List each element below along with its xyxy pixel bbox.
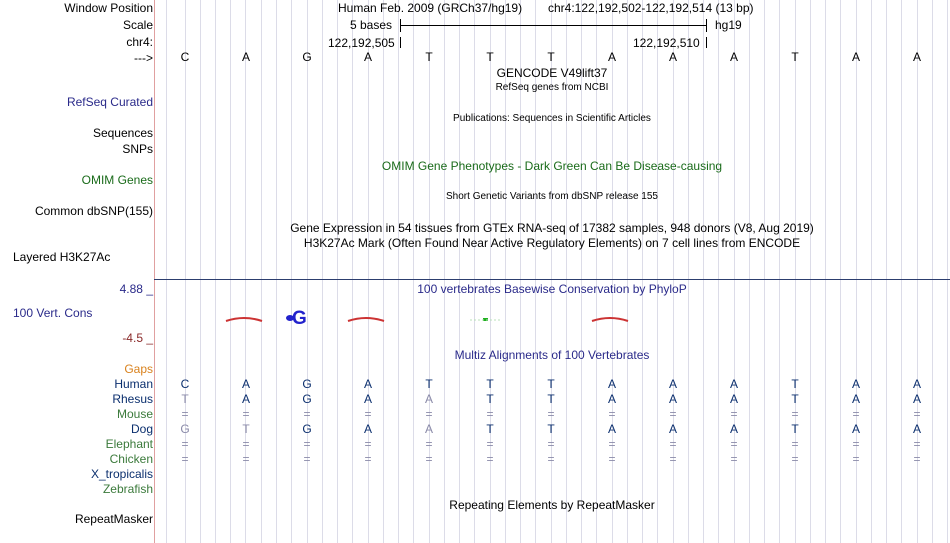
alignment-base: = bbox=[669, 407, 677, 421]
alignment-base: A bbox=[668, 422, 677, 436]
track-label-repeatmasker[interactable]: RepeatMasker bbox=[74, 512, 153, 526]
assembly-title: Human Feb. 2009 (GRCh37/hg19) bbox=[338, 1, 523, 15]
chrom-label: chr4: bbox=[126, 35, 153, 49]
species-label[interactable]: Mouse bbox=[116, 407, 153, 421]
grid-line bbox=[657, 0, 658, 543]
track-title-phylop[interactable]: 100 vertebrates Basewise Conservation by PhyloP bbox=[417, 282, 687, 296]
species-label[interactable]: Chicken bbox=[109, 452, 153, 466]
phylop-g-letter: G bbox=[292, 308, 307, 329]
grid-line bbox=[764, 0, 765, 543]
alignment-base: A bbox=[912, 392, 921, 406]
grid-line bbox=[703, 0, 704, 543]
alignment-base: = bbox=[608, 437, 616, 451]
coord-left-tick bbox=[400, 37, 401, 48]
alignment-base: A bbox=[668, 377, 677, 391]
grid-line bbox=[337, 0, 338, 543]
alignment-base: = bbox=[547, 407, 555, 421]
alignment-base: T bbox=[791, 422, 799, 436]
track-title-h3k27ac[interactable]: H3K27Ac Mark (Often Found Near Active Regulatory Elements) on 7 cell lines from ENCODE bbox=[303, 236, 801, 250]
alignment-base: A bbox=[851, 377, 860, 391]
grid-line bbox=[474, 0, 475, 543]
grid-line bbox=[779, 0, 780, 543]
alignment-base: A bbox=[607, 422, 616, 436]
scale-bar-text: 5 bases bbox=[350, 18, 393, 32]
grid-line bbox=[459, 0, 460, 543]
reference-base: A bbox=[607, 50, 616, 64]
alignment-base: = bbox=[303, 407, 311, 421]
reference-base: A bbox=[363, 50, 372, 64]
track-title-multiz[interactable]: Multiz Alignments of 100 Vertebrates bbox=[454, 348, 650, 362]
scale-bar bbox=[400, 25, 706, 26]
alignment-base: T bbox=[547, 392, 555, 406]
phylop-graph bbox=[154, 300, 950, 340]
alignment-base: A bbox=[424, 392, 433, 406]
coord-right-tick bbox=[706, 37, 707, 48]
grid-line bbox=[932, 0, 933, 543]
grid-line bbox=[901, 0, 902, 543]
label-column-divider bbox=[154, 0, 155, 543]
alignment-base: = bbox=[181, 407, 189, 421]
alignment-base: = bbox=[913, 437, 921, 451]
grid-line bbox=[166, 0, 167, 543]
scale-label: Scale bbox=[122, 18, 153, 32]
grid-line bbox=[413, 0, 414, 543]
alignment-base: = bbox=[425, 437, 433, 451]
grid-line bbox=[200, 0, 201, 543]
alignment-base: A bbox=[668, 392, 677, 406]
alignment-base: A bbox=[729, 392, 738, 406]
phylop-max-label: 4.88 _ bbox=[119, 282, 153, 296]
alignment-base: = bbox=[425, 407, 433, 421]
alignment-base: A bbox=[363, 392, 372, 406]
species-label[interactable]: Dog bbox=[130, 422, 153, 436]
track-title-omim[interactable]: OMIM Gene Phenotypes - Dark Green Can Be Disease-causing bbox=[381, 159, 723, 173]
alignment-base: T bbox=[791, 392, 799, 406]
scale-bar-left-tick bbox=[400, 19, 401, 32]
alignment-base: A bbox=[729, 422, 738, 436]
alignment-base: A bbox=[363, 377, 372, 391]
alignment-base: G bbox=[180, 422, 190, 436]
grid-line bbox=[886, 0, 887, 543]
alignment-base: = bbox=[303, 437, 311, 451]
species-label[interactable]: Human bbox=[114, 377, 153, 391]
alignment-base: = bbox=[242, 437, 250, 451]
grid-line bbox=[261, 0, 262, 543]
reference-base: G bbox=[302, 50, 312, 64]
alignment-base: A bbox=[851, 422, 860, 436]
alignment-base: = bbox=[852, 437, 860, 451]
species-label[interactable]: X_tropicalis bbox=[90, 467, 153, 481]
reference-base: A bbox=[912, 50, 921, 64]
track-subtitle-refseq: RefSeq genes from NCBI bbox=[495, 82, 609, 93]
alignment-base: = bbox=[730, 452, 738, 466]
alignment-base: = bbox=[730, 437, 738, 451]
species-label[interactable]: Rhesus bbox=[112, 392, 153, 406]
alignment-base: A bbox=[424, 422, 433, 436]
alignment-base: = bbox=[486, 407, 494, 421]
track-label-common-dbsnp[interactable]: Common dbSNP(155) bbox=[34, 204, 153, 218]
alignment-base: = bbox=[181, 437, 189, 451]
alignment-base: A bbox=[363, 422, 372, 436]
alignment-base: A bbox=[607, 392, 616, 406]
track-label-refseq[interactable]: RefSeq Curated bbox=[66, 95, 153, 109]
alignment-base: = bbox=[608, 452, 616, 466]
alignment-base: G bbox=[302, 377, 312, 391]
reference-base: A bbox=[241, 50, 250, 64]
track-title-repeatmasker[interactable]: Repeating Elements by RepeatMasker bbox=[449, 498, 655, 512]
alignment-base: T bbox=[181, 392, 189, 406]
alignment-base: = bbox=[852, 407, 860, 421]
alignment-base: T bbox=[791, 377, 799, 391]
grid-line bbox=[398, 0, 399, 543]
alignment-base: = bbox=[913, 452, 921, 466]
track-title-dbsnp[interactable]: Short Genetic Variants from dbSNP release 155 bbox=[446, 191, 658, 202]
track-label-gaps[interactable]: Gaps bbox=[124, 362, 153, 376]
reference-base: A bbox=[851, 50, 860, 64]
alignment-base: = bbox=[730, 407, 738, 421]
alignment-base: A bbox=[241, 392, 250, 406]
alignment-base: G bbox=[302, 392, 312, 406]
alignment-base: = bbox=[486, 452, 494, 466]
alignment-base: = bbox=[242, 452, 250, 466]
track-label-snps[interactable]: SNPs bbox=[122, 142, 153, 156]
alignment-base: = bbox=[364, 407, 372, 421]
alignment-base: T bbox=[425, 377, 433, 391]
alignment-base: = bbox=[364, 437, 372, 451]
alignment-base: = bbox=[486, 437, 494, 451]
alignment-base: = bbox=[669, 437, 677, 451]
alignment-base: = bbox=[181, 452, 189, 466]
grid-line bbox=[642, 0, 643, 543]
alignment-base: A bbox=[851, 392, 860, 406]
grid-line bbox=[215, 0, 216, 543]
coord-left: 122,192,505 bbox=[328, 36, 395, 50]
alignment-base: = bbox=[425, 452, 433, 466]
alignment-base: A bbox=[607, 377, 616, 391]
track-label-layered-h3k27ac[interactable]: Layered H3K27Ac bbox=[13, 250, 111, 264]
grid-line bbox=[718, 0, 719, 543]
grid-line bbox=[871, 0, 872, 543]
grid-line bbox=[352, 0, 353, 543]
alignment-base: A bbox=[729, 377, 738, 391]
phylop-red-arc bbox=[348, 318, 384, 321]
alignment-base: = bbox=[242, 407, 250, 421]
phylop-min-label: -4.5 _ bbox=[122, 331, 153, 345]
coord-right: 122,192,510 bbox=[633, 36, 700, 50]
track-title-publications[interactable]: Publications: Sequences in Scientific Articles bbox=[453, 113, 651, 124]
reference-base: T bbox=[791, 50, 799, 64]
phylop-red-arc bbox=[592, 318, 628, 321]
grid-line bbox=[947, 0, 948, 543]
scale-bar-right-tick bbox=[706, 19, 707, 32]
grid-line bbox=[840, 0, 841, 543]
track-label-vert-cons[interactable]: 100 Vert. Cons bbox=[13, 306, 93, 320]
alignment-base: = bbox=[547, 452, 555, 466]
alignment-base: A bbox=[912, 422, 921, 436]
scale-db-text: hg19 bbox=[715, 18, 742, 32]
track-title-gencode[interactable]: GENCODE V49lift37 bbox=[496, 66, 608, 80]
alignment-base: = bbox=[364, 452, 372, 466]
alignment-base: = bbox=[608, 407, 616, 421]
phylop-red-arc bbox=[226, 318, 262, 321]
grid-line bbox=[749, 0, 750, 543]
grid-line bbox=[825, 0, 826, 543]
alignment-base: = bbox=[791, 452, 799, 466]
alignment-base: T bbox=[242, 422, 250, 436]
alignment-base: A bbox=[912, 377, 921, 391]
alignment-base: = bbox=[547, 437, 555, 451]
grid-line bbox=[383, 0, 384, 543]
position-readout: chr4:122,192,502-122,192,514 (13 bp) bbox=[548, 1, 754, 15]
grid-line bbox=[627, 0, 628, 543]
alignment-base: = bbox=[303, 452, 311, 466]
alignment-base: T bbox=[547, 377, 555, 391]
grid-line bbox=[688, 0, 689, 543]
alignment-base: T bbox=[486, 422, 494, 436]
track-label-sequences[interactable]: Sequences bbox=[92, 126, 153, 140]
grid-line bbox=[444, 0, 445, 543]
alignment-base: = bbox=[913, 407, 921, 421]
alignment-base: T bbox=[486, 377, 494, 391]
alignment-base: A bbox=[241, 377, 250, 391]
window-position-label: Window Position bbox=[64, 1, 153, 15]
reference-base: T bbox=[486, 50, 494, 64]
alignment-base: C bbox=[180, 377, 190, 391]
grid-line bbox=[322, 0, 323, 543]
alignment-base: = bbox=[852, 452, 860, 466]
reference-base: C bbox=[180, 50, 190, 64]
track-label-omim[interactable]: OMIM Genes bbox=[81, 173, 153, 187]
strand-label: ---> bbox=[134, 51, 153, 65]
alignment-base: = bbox=[669, 452, 677, 466]
alignment-base: = bbox=[791, 437, 799, 451]
species-label[interactable]: Zebrafish bbox=[102, 482, 153, 496]
grid-line bbox=[810, 0, 811, 543]
species-label[interactable]: Elephant bbox=[105, 437, 153, 451]
reference-base: A bbox=[729, 50, 738, 64]
grid-line bbox=[230, 0, 231, 543]
reference-base: T bbox=[425, 50, 433, 64]
track-title-gtex[interactable]: Gene Expression in 54 tissues from GTEx RNA-seq of 17382 samples, 948 donors (V8, Aug 2019) bbox=[290, 221, 814, 235]
reference-base: T bbox=[547, 50, 555, 64]
grid-line bbox=[291, 0, 292, 543]
grid-line bbox=[276, 0, 277, 543]
reference-base: A bbox=[668, 50, 677, 64]
track-separator bbox=[154, 279, 950, 280]
alignment-base: T bbox=[547, 422, 555, 436]
alignment-base: = bbox=[791, 407, 799, 421]
alignment-base: G bbox=[302, 422, 312, 436]
alignment-base: T bbox=[486, 392, 494, 406]
